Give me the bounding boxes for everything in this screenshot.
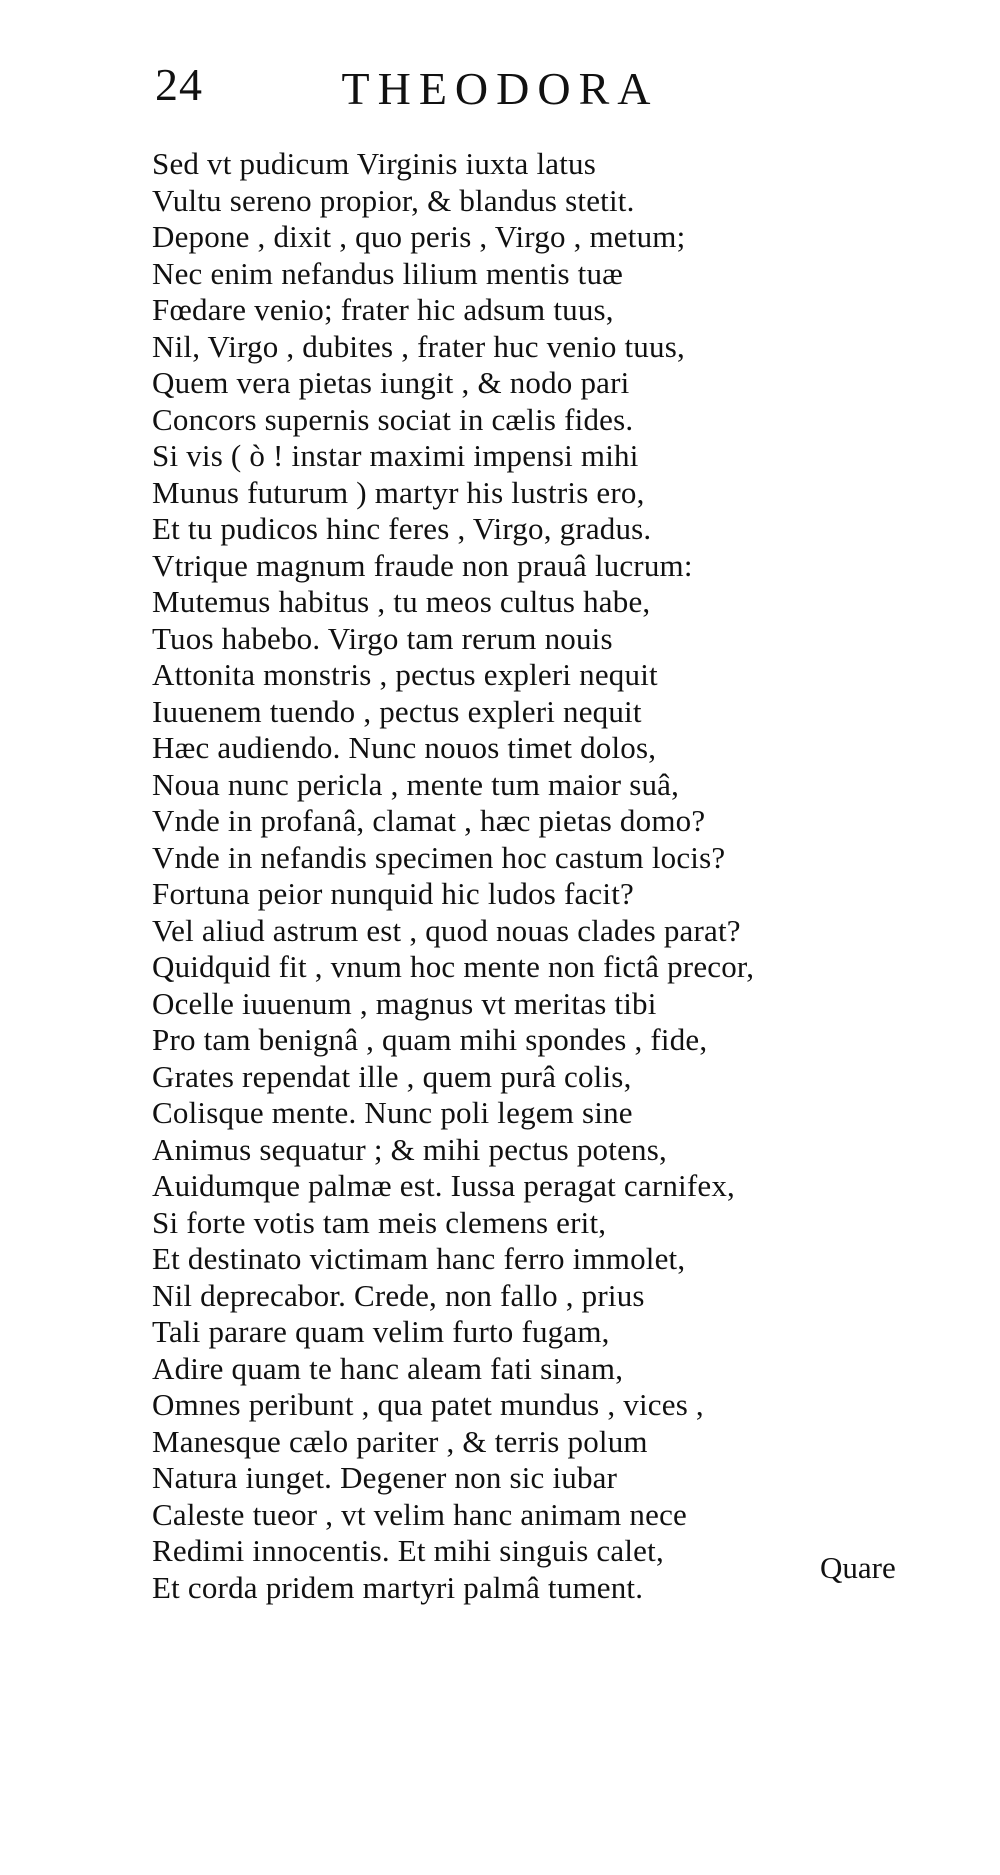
verse-line: Depone , dixit , quo peris , Virgo , metum; xyxy=(152,219,686,254)
verse-line: Hæc audiendo. Nunc nouos timet dolos, xyxy=(152,730,657,765)
verse-line: Auidumque palmæ est. Iussa peragat carnifex, xyxy=(152,1168,735,1203)
running-head: THEODORA xyxy=(341,63,659,114)
verse-line: Vnde in nefandis specimen hoc castum locis? xyxy=(152,839,726,875)
verse-line: Vultu sereno propior, & blandus stetit. xyxy=(152,182,635,218)
verse-line: Vel aliud astrum est , quod nouas clades parat? xyxy=(152,912,741,948)
verse-line: Mutemus habitus , tu meos cultus habe, xyxy=(152,584,651,619)
verse-line: Vnde in profanâ, clamat , hæc pietas domo? xyxy=(152,803,706,838)
catchword: Quare xyxy=(820,1550,896,1585)
verse-line: Caleste tueor , vt velim hanc animam nece xyxy=(152,1496,688,1532)
verse-line: Et corda pridem martyri palmâ tument. xyxy=(152,1569,644,1605)
verse-line: Et destinato victimam hanc ferro immolet, xyxy=(152,1241,686,1276)
verse-line: Vtrique magnum fraude non prauâ lucrum: xyxy=(152,547,693,583)
page-number: 24 xyxy=(155,59,203,110)
verse-line: Redimi innocentis. Et mihi singuis calet, xyxy=(152,1533,664,1568)
verse-line: Ocelle iuuenum , magnus vt meritas tibi xyxy=(152,985,657,1021)
verse-block xyxy=(152,146,932,1606)
verse-line: Natura iunget. Degener non sic iubar xyxy=(152,1460,618,1495)
verse-line: Manesque cælo pariter , & terris polum xyxy=(152,1423,648,1459)
verse-line: Nil deprecabor. Crede, non fallo , prius xyxy=(152,1277,645,1313)
verse-line: Quem vera pietas iungit , & nodo pari xyxy=(152,365,630,400)
verse-line: Si forte votis tam meis clemens erit, xyxy=(152,1204,607,1240)
verse-line: Omnes peribunt , qua patet mundus , vices , xyxy=(152,1387,704,1422)
verse-line: Pro tam benignâ , quam mihi spondes , fide, xyxy=(152,1022,708,1057)
verse-line: Noua nunc pericla , mente tum maior suâ, xyxy=(152,766,680,802)
verse-line: Fortuna peior nunquid hic ludos facit? xyxy=(152,876,634,911)
verse-line: Si vis ( ò ! instar maximi impensi mihi xyxy=(152,438,639,473)
verse-line: Tuos habebo. Virgo tam rerum nouis xyxy=(152,620,613,656)
verse-line: Nec enim nefandus lilium mentis tuæ xyxy=(152,255,624,291)
verse-line: Iuuenem tuendo , pectus expleri nequit xyxy=(152,693,642,729)
verse-line: Quidquid fit , vnum hoc mente non fictâ precor, xyxy=(152,949,755,984)
verse-line: Munus futurum ) martyr his lustris ero, xyxy=(152,474,645,510)
verse-line: Fœdare venio; frater hic adsum tuus, xyxy=(152,292,614,327)
verse-line: Colisque mente. Nunc poli legem sine xyxy=(152,1095,633,1130)
verse-line: Animus sequatur ; & mihi pectus potens, xyxy=(152,1131,667,1167)
verse-line: Et tu pudicos hinc feres , Virgo, gradus. xyxy=(152,511,652,546)
verse-line: Tali parare quam velim furto fugam, xyxy=(152,1314,610,1349)
verse-line: Attonita monstris , pectus expleri nequit xyxy=(152,657,658,692)
verse-line: Adire quam te hanc aleam fati sinam, xyxy=(152,1350,624,1386)
verse-line: Nil, Virgo , dubites , frater huc venio tuus, xyxy=(152,328,685,364)
verse-line: Grates rependat ille , quem purâ colis, xyxy=(152,1058,632,1094)
verse-line: Concors supernis sociat in cælis fides. xyxy=(152,401,634,437)
verse-line: Sed vt pudicum Virginis iuxta latus xyxy=(152,146,597,181)
